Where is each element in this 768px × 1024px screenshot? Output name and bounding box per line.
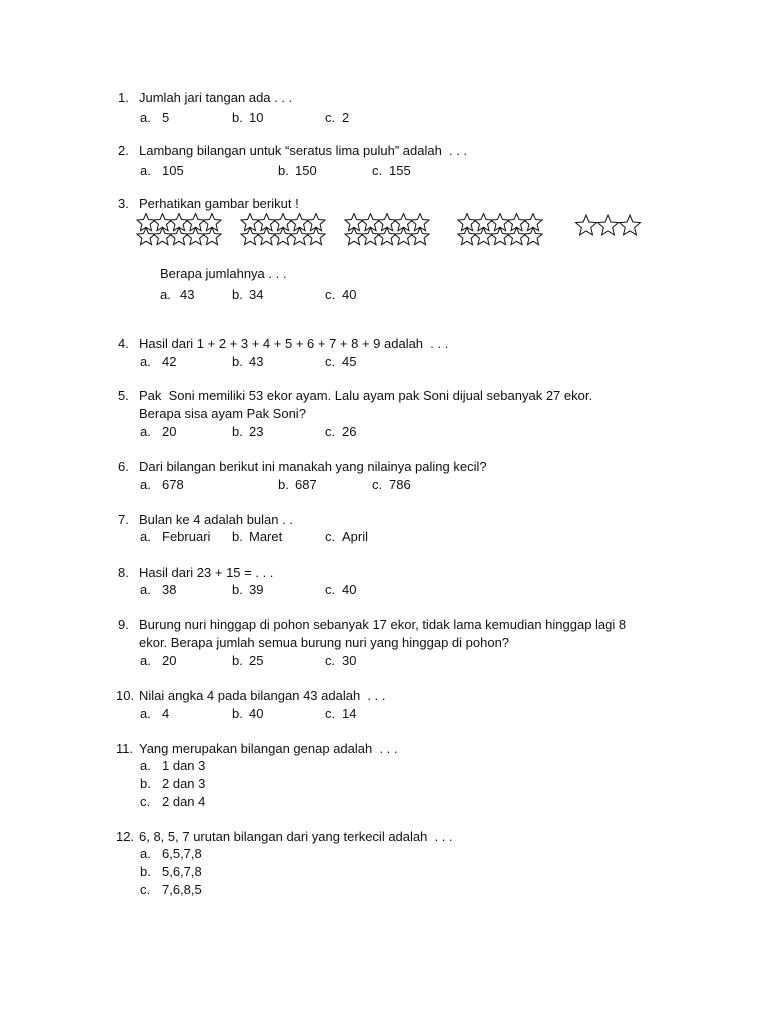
option-text: 25 — [249, 653, 264, 668]
option-label: b. — [232, 529, 243, 544]
option-text: 10 — [249, 110, 264, 125]
option-label: b. — [232, 653, 243, 668]
option-label: a. — [140, 163, 151, 178]
question-prompt: Berapa jumlahnya . . . — [160, 266, 287, 281]
option-label: a. — [160, 287, 171, 302]
question-text: Jumlah jari tangan ada . . . — [139, 90, 293, 105]
option-label: b. — [140, 776, 151, 791]
question-text: Bulan ke 4 adalah bulan . . — [139, 512, 293, 527]
option-label: a. — [140, 424, 151, 439]
option-text: 45 — [342, 354, 357, 369]
option-text: 14 — [342, 706, 357, 721]
star-icon — [378, 228, 396, 245]
star-icon — [620, 215, 641, 235]
star-group — [576, 215, 641, 235]
star-icon — [153, 228, 171, 245]
question-number: 3. — [118, 196, 129, 211]
option-label: c. — [140, 794, 151, 809]
star-icon — [491, 228, 509, 245]
option-label: b. — [232, 354, 243, 369]
option-label: a. — [140, 477, 151, 492]
option-text: 7,6,8,5 — [162, 882, 202, 897]
option-label: b. — [232, 110, 243, 125]
option-text: 786 — [389, 477, 411, 492]
question-number: 5. — [118, 388, 129, 403]
question-text: Perhatikan gambar berikut ! — [139, 196, 299, 211]
option-text: 1 dan 3 — [162, 758, 206, 773]
star-icon — [361, 228, 379, 245]
option-label: c. — [372, 163, 383, 178]
option-label: b. — [278, 163, 289, 178]
star-icon — [394, 228, 412, 245]
option-text: 155 — [389, 163, 411, 178]
option-label: a. — [140, 354, 151, 369]
star-icon — [524, 228, 542, 245]
option-text: Maret — [249, 529, 283, 544]
option-label: c. — [140, 882, 151, 897]
question-number: 6. — [118, 459, 129, 474]
option-text: 4 — [162, 706, 170, 721]
option-label: c. — [325, 424, 336, 439]
option-text: 150 — [295, 163, 317, 178]
star-icon — [307, 228, 325, 245]
option-text: 42 — [162, 354, 177, 369]
option-label: a. — [140, 706, 151, 721]
option-label: b. — [140, 864, 151, 879]
star-icon — [576, 215, 597, 235]
option-label: a. — [140, 653, 151, 668]
option-label: a. — [140, 846, 151, 861]
option-text: 2 — [342, 110, 350, 125]
option-label: c. — [325, 653, 336, 668]
star-picture — [136, 213, 656, 249]
star-icon — [507, 228, 525, 245]
question-text: Yang merupakan bilangan genap adalah . . . — [139, 741, 398, 756]
question-number: 2. — [118, 143, 129, 158]
star-icon — [474, 228, 492, 245]
star-icon — [345, 228, 363, 245]
question-text: Hasil dari 23 + 15 = . . . — [139, 565, 274, 580]
question-number: 1. — [118, 90, 129, 105]
option-text: 30 — [342, 653, 357, 668]
option-label: c. — [372, 477, 383, 492]
star-icon — [170, 228, 188, 245]
option-label: c. — [325, 110, 336, 125]
option-label: a. — [140, 110, 151, 125]
question-text: Lambang bilangan untuk “seratus lima puluh” adalah . . . — [139, 143, 468, 158]
option-text: Februari — [162, 529, 211, 544]
question-text: Pak Soni memiliki 53 ekor ayam. Lalu ayam pak Soni dijual sebanyak 27 ekor. — [139, 388, 593, 403]
option-text: 2 dan 3 — [162, 776, 206, 791]
question-number: 7. — [118, 512, 129, 527]
star-group — [137, 214, 221, 245]
option-text: 39 — [249, 582, 264, 597]
question-number: 4. — [118, 336, 129, 351]
question-text: Nilai angka 4 pada bilangan 43 adalah . . . — [139, 688, 386, 703]
question-text: Dari bilangan berikut ini manakah yang nilainya paling kecil? — [139, 459, 487, 474]
option-text: 40 — [249, 706, 264, 721]
option-text: 43 — [180, 287, 195, 302]
star-icon — [598, 215, 619, 235]
option-label: b. — [232, 287, 243, 302]
star-icon — [274, 228, 292, 245]
option-label: b. — [278, 477, 289, 492]
question-number: 11. — [116, 741, 134, 756]
option-label: c. — [325, 354, 336, 369]
question-text: Hasil dari 1 + 2 + 3 + 4 + 5 + 6 + 7 + 8 + 9 adalah . . . — [139, 336, 449, 351]
star-icon — [137, 228, 155, 245]
star-icon — [257, 228, 275, 245]
option-text: 5,6,7,8 — [162, 864, 202, 879]
option-text: 34 — [249, 287, 264, 302]
option-label: c. — [325, 287, 336, 302]
option-label: c. — [325, 529, 336, 544]
star-group — [345, 214, 429, 245]
option-label: c. — [325, 582, 336, 597]
star-icon — [241, 228, 259, 245]
question-text: ekor. Berapa jumlah semua burung nuri yang hinggap di pohon? — [139, 635, 510, 650]
option-text: 43 — [249, 354, 264, 369]
option-label: c. — [325, 706, 336, 721]
option-text: April — [342, 529, 369, 544]
question-number: 10. — [116, 688, 135, 703]
option-label: a. — [140, 758, 151, 773]
option-text: 678 — [162, 477, 184, 492]
option-text: 6,5,7,8 — [162, 846, 202, 861]
question-text: 6, 8, 5, 7 urutan bilangan dari yang terkecil adalah . . . — [139, 829, 453, 844]
option-text: 5 — [162, 110, 170, 125]
option-text: 26 — [342, 424, 357, 439]
option-text: 687 — [295, 477, 317, 492]
option-text: 20 — [162, 424, 177, 439]
option-label: a. — [140, 582, 151, 597]
question-number: 9. — [118, 617, 129, 632]
star-icon — [186, 228, 204, 245]
option-label: b. — [232, 424, 243, 439]
option-text: 38 — [162, 582, 177, 597]
option-text: 2 dan 4 — [162, 794, 206, 809]
option-text: 20 — [162, 653, 177, 668]
option-text: 105 — [162, 163, 184, 178]
question-text: Burung nuri hinggap di pohon sebanyak 17 ekor, tidak lama kemudian hinggap lagi 8 — [139, 617, 627, 632]
question-text: Berapa sisa ayam Pak Soni? — [139, 406, 306, 421]
option-text: 40 — [342, 582, 357, 597]
option-label: a. — [140, 529, 151, 544]
star-icon — [290, 228, 308, 245]
question-number: 12. — [116, 829, 135, 844]
star-group — [241, 214, 325, 245]
star-icon — [203, 228, 221, 245]
star-group — [458, 214, 542, 245]
option-label: b. — [232, 706, 243, 721]
star-icon — [458, 228, 476, 245]
star-icon — [411, 228, 429, 245]
option-label: b. — [232, 582, 243, 597]
question-number: 8. — [118, 565, 129, 580]
option-text: 23 — [249, 424, 264, 439]
option-text: 40 — [342, 287, 357, 302]
